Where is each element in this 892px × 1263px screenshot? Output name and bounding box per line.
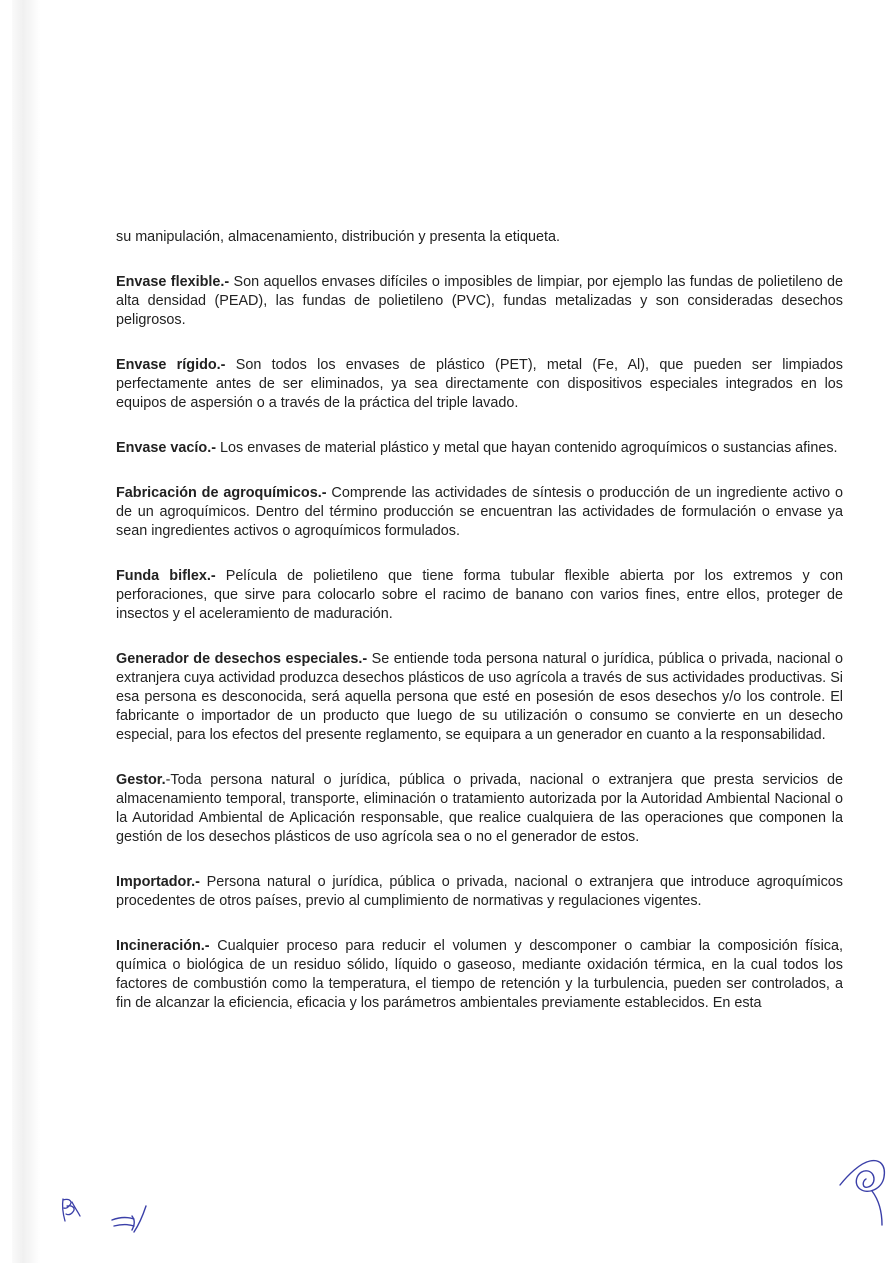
definition-text: Película de polietileno que tiene forma tubular flexible abierta por los extremos y con perforaciones, que sirve para colocarlo sobre el racimo de banano con varios fines, entre ellos, proteger de insectos y el aceleramiento de maduración.: [116, 568, 843, 622]
definition-text: Persona natural o jurídica, pública o privada, nacional o extranjera que introduce agroquímicos procedentes de otros países, previo al cumplimiento de normativas y regulaciones vigentes.: [116, 874, 843, 909]
definition-generador-desechos: [116, 650, 843, 745]
definition-text: Son todos los envases de plástico (PET), metal (Fe, Al), que pueden ser limpiados perfectamente antes de ser eliminados, ya sea directamente con dispositivos especiales integrados en los equipos de aspersión o a través de la práctica del triple lavado.: [116, 357, 843, 411]
definition-term: Generador de desechos especiales.-: [116, 651, 368, 667]
definition-term: Envase flexible.-: [116, 274, 230, 290]
handwritten-signature: [838, 1155, 890, 1235]
definition-text: Comprende las actividades de síntesis o producción de un ingrediente activo o de un agroquímicos. Dentro del término producción se encuentran las actividades de formulación o envase ya sean ingredientes activos o agroquímicos formulados.: [116, 485, 843, 539]
definition-term: Funda biflex.-: [116, 568, 216, 584]
page-scan-edge: [12, 0, 40, 1263]
definition-importador: [116, 873, 843, 911]
definition-term: Incineración.-: [116, 938, 210, 954]
definition-term: Gestor.: [116, 772, 166, 788]
document-body: [116, 228, 843, 1013]
definition-envase-rigido: [116, 356, 843, 413]
paragraph-text: su manipulación, almacenamiento, distribución y presenta la etiqueta.: [116, 229, 560, 245]
paragraph-continuation: [116, 228, 843, 247]
definition-text: Cualquier proceso para reducir el volumen y descomponer o cambiar la composición física, química o biológica de un residuo sólido, líquido o gaseoso, mediante oxidación térmica, en la cual todos los factores de combustión como la temperatura, el tiempo de retención y la turbulencia, pueden ser controlados, a fin de alcanzar la eficiencia, eficacia y los parámetros ambientales previamente establecidos. En esta: [116, 938, 843, 1011]
definition-term: Importador.-: [116, 874, 200, 890]
definition-term: Fabricación de agroquímicos.-: [116, 485, 327, 501]
definition-envase-flexible: [116, 273, 843, 330]
definition-gestor: [116, 771, 843, 847]
handwritten-initials-2: [110, 1204, 152, 1240]
definition-funda-biflex: [116, 567, 843, 624]
definition-envase-vacio: [116, 439, 843, 458]
definition-text: Se entiende toda persona natural o jurídica, pública o privada, nacional o extranjera cuya actividad produzca desechos plásticos de uso agrícola a través de sus actividades productivas. Si esa persona es desconocida, será aquella persona que esté en posesión de esos desechos y/o los controle. El fabricante o importador de un producto que luego de su utilización o consumo se convierte en un desecho especial, para los efectos del presente reglamento, se equipara a un generador en cuanto a la responsabilidad.: [116, 651, 843, 743]
handwritten-initials-1: [58, 1196, 84, 1224]
definition-term: Envase rígido.-: [116, 357, 226, 373]
definition-fabricacion-agroquimicos: [116, 484, 843, 541]
definition-incineracion: [116, 937, 843, 1013]
definition-term: Envase vacío.-: [116, 440, 216, 456]
definition-text: Los envases de material plástico y metal que hayan contenido agroquímicos o sustancias afines.: [216, 440, 838, 456]
definition-text: Son aquellos envases difíciles o imposibles de limpiar, por ejemplo las fundas de polietileno de alta densidad (PEAD), las fundas de polietileno (PVC), fundas metalizadas y son consideradas desechos peligrosos.: [116, 274, 843, 328]
definition-text: -Toda persona natural o jurídica, pública o privada, nacional o extranjera que presta servicios de almacenamiento temporal, transporte, eliminación o tratamiento autorizada por la Autoridad Ambiental Nacional o la Autoridad Ambiental de Aplicación responsable, que realice cualquiera de las operaciones que componen la gestión de los desechos plásticos de uso agrícola sea o no el generador de estos.: [116, 772, 843, 845]
